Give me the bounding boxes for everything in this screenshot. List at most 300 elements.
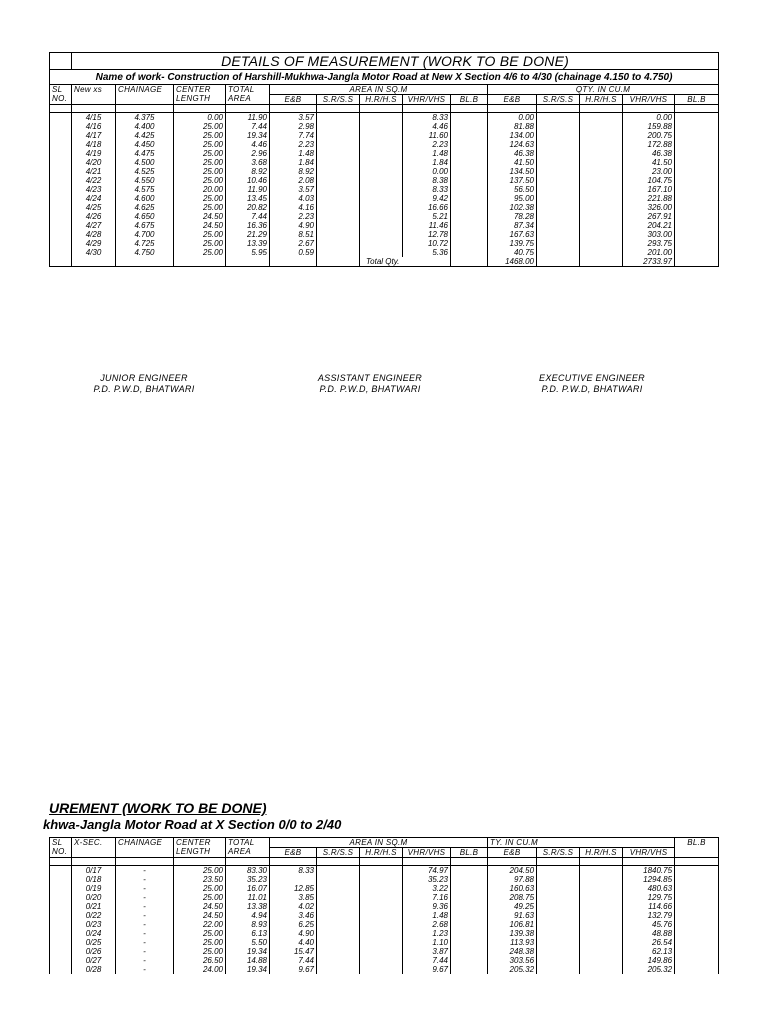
cell-area-blb bbox=[451, 866, 488, 876]
table-row bbox=[50, 947, 719, 956]
cell-qty-blb bbox=[675, 167, 719, 176]
cell-qty-eb: 40.75 bbox=[488, 248, 537, 257]
cell-qty-srs bbox=[537, 176, 580, 185]
cell-qty-hrhs bbox=[580, 158, 623, 167]
cell-total-area: 6.13 bbox=[226, 929, 270, 938]
cell-area-srs bbox=[317, 956, 360, 965]
cell-sl bbox=[50, 149, 72, 158]
cell-qty-vhr: 303.00 bbox=[623, 230, 675, 239]
cell-area-vhr: 1.84 bbox=[403, 158, 451, 167]
table-row bbox=[50, 884, 719, 893]
cell-xs: 4/22 bbox=[72, 176, 116, 185]
col-qty-blb: BL.B bbox=[675, 95, 719, 105]
cell-sl bbox=[50, 248, 72, 257]
col-qty-eb: E&B bbox=[488, 848, 537, 858]
cell-qty-hrhs bbox=[580, 956, 623, 965]
cell-xs: 4/20 bbox=[72, 158, 116, 167]
cell-area-blb bbox=[451, 929, 488, 938]
sheet2-name-of-work: khwa-Jangla Motor Road at X Section 0/0 to 2/40 bbox=[43, 817, 342, 832]
cell-area-blb bbox=[451, 875, 488, 884]
table-row bbox=[50, 230, 719, 239]
cell-qty-srs bbox=[537, 140, 580, 149]
cell-chainage: 4.475 bbox=[116, 149, 174, 158]
cell-qty-vhr: 1840.75 bbox=[623, 866, 675, 876]
cell-qty-srs bbox=[537, 248, 580, 257]
cell-center-length: 25.00 bbox=[174, 230, 226, 239]
cell-total-area: 4.46 bbox=[226, 140, 270, 149]
table-row bbox=[50, 131, 719, 140]
cell-area-eb: 4.02 bbox=[270, 902, 317, 911]
cell-area-eb: 4.03 bbox=[270, 194, 317, 203]
cell-qty-vhr: 204.21 bbox=[623, 221, 675, 230]
cell-area-eb: 4.16 bbox=[270, 203, 317, 212]
qty-group-header: QTY. IN CU.M bbox=[488, 85, 719, 95]
cell-xs: 0/17 bbox=[72, 866, 116, 876]
cell-area-vhr: 11.46 bbox=[403, 221, 451, 230]
cell-qty-blb bbox=[675, 131, 719, 140]
cell-qty-srs bbox=[537, 230, 580, 239]
cell-qty-blb bbox=[675, 875, 719, 884]
signature-assistant-engineer: ASSISTANT ENGINEER P.D. P.W.D, BHATWARI bbox=[317, 373, 423, 394]
table-row bbox=[50, 167, 719, 176]
cell-sl bbox=[50, 893, 72, 902]
cell-chainage: 4.725 bbox=[116, 239, 174, 248]
cell-total-area: 35.23 bbox=[226, 875, 270, 884]
cell-chainage: 4.600 bbox=[116, 194, 174, 203]
cell-area-vhr: 8.38 bbox=[403, 176, 451, 185]
cell-area-blb bbox=[451, 140, 488, 149]
cell-xs: 4/26 bbox=[72, 212, 116, 221]
cell-qty-hrhs bbox=[580, 911, 623, 920]
col-qty-hrhs: H.R/H.S bbox=[580, 848, 623, 858]
cell-sl bbox=[50, 140, 72, 149]
cell-area-srs bbox=[317, 920, 360, 929]
table-row bbox=[50, 965, 719, 974]
cell-chainage: - bbox=[116, 893, 174, 902]
cell-area-hrhs bbox=[360, 965, 403, 974]
cell-area-blb bbox=[451, 248, 488, 257]
cell-qty-blb bbox=[675, 149, 719, 158]
cell-area-srs bbox=[317, 113, 360, 123]
cell-qty-srs bbox=[537, 194, 580, 203]
cell-qty-hrhs bbox=[580, 239, 623, 248]
cell-qty-vhr: 149.86 bbox=[623, 956, 675, 965]
cell-area-srs bbox=[317, 893, 360, 902]
table-row bbox=[50, 239, 719, 248]
cell-qty-vhr: 267.91 bbox=[623, 212, 675, 221]
cell-qty-hrhs bbox=[580, 902, 623, 911]
cell-xs: 4/28 bbox=[72, 230, 116, 239]
cell-qty-vhr: 172.88 bbox=[623, 140, 675, 149]
cell-area-vhr: 74.97 bbox=[403, 866, 451, 876]
cell-qty-srs bbox=[537, 947, 580, 956]
name-of-work: Name of work- Construction of Harshill-Mukhwa-Jangla Motor Road at New X Section 4/6 to 4/30 (chainage 4.150 to 4.750) bbox=[50, 70, 719, 85]
cell-area-blb bbox=[451, 158, 488, 167]
table-row bbox=[50, 140, 719, 149]
col-qty-srs: S.R/S.S bbox=[537, 848, 580, 858]
col-qty-eb: E&B bbox=[488, 95, 537, 105]
table-row bbox=[50, 113, 719, 123]
cell-qty-eb: 87.34 bbox=[488, 221, 537, 230]
cell-area-srs bbox=[317, 122, 360, 131]
cell-qty-eb: 137.50 bbox=[488, 176, 537, 185]
table-row bbox=[50, 902, 719, 911]
cell-center-length: 20.00 bbox=[174, 185, 226, 194]
cell-qty-srs bbox=[537, 884, 580, 893]
col-area-eb: E&B bbox=[270, 848, 317, 858]
cell-xs: 0/27 bbox=[72, 956, 116, 965]
cell-qty-eb: 205.32 bbox=[488, 965, 537, 974]
cell-sl bbox=[50, 194, 72, 203]
cell-xs: 0/28 bbox=[72, 965, 116, 974]
cell-center-length: 24.50 bbox=[174, 911, 226, 920]
col-chainage: CHAINAGE bbox=[116, 838, 174, 858]
cell-qty-blb bbox=[675, 893, 719, 902]
cell-total-area: 83.30 bbox=[226, 866, 270, 876]
cell-qty-vhr: 129.75 bbox=[623, 893, 675, 902]
cell-center-length: 25.00 bbox=[174, 149, 226, 158]
col-sl-no: SL NO. bbox=[50, 838, 72, 858]
cell-area-eb: 15.47 bbox=[270, 947, 317, 956]
cell-qty-srs bbox=[537, 920, 580, 929]
cell-qty-blb bbox=[675, 185, 719, 194]
cell-xs: 4/21 bbox=[72, 167, 116, 176]
cell-total-area: 2.96 bbox=[226, 149, 270, 158]
cell-qty-eb: 134.00 bbox=[488, 131, 537, 140]
cell-qty-srs bbox=[537, 965, 580, 974]
cell-center-length: 25.00 bbox=[174, 239, 226, 248]
cell-area-srs bbox=[317, 149, 360, 158]
cell-sl bbox=[50, 875, 72, 884]
cell-area-vhr: 0.00 bbox=[403, 167, 451, 176]
col-area-srs: S.R/S.S bbox=[317, 848, 360, 858]
cell-qty-srs bbox=[537, 167, 580, 176]
cell-qty-srs bbox=[537, 239, 580, 248]
cell-area-eb: 2.08 bbox=[270, 176, 317, 185]
cell-area-vhr: 2.23 bbox=[403, 140, 451, 149]
cell-area-blb bbox=[451, 212, 488, 221]
cell-sl bbox=[50, 239, 72, 248]
cell-chainage: 4.700 bbox=[116, 230, 174, 239]
cell-total-area: 8.92 bbox=[226, 167, 270, 176]
cell-area-hrhs bbox=[360, 194, 403, 203]
cell-area-vhr: 11.60 bbox=[403, 131, 451, 140]
cell-sl bbox=[50, 221, 72, 230]
cell-qty-blb bbox=[675, 920, 719, 929]
cell-qty-eb: 208.75 bbox=[488, 893, 537, 902]
cell-qty-vhr: 201.00 bbox=[623, 248, 675, 257]
cell-sl bbox=[50, 911, 72, 920]
cell-qty-blb bbox=[675, 929, 719, 938]
col-area-hrhs: H.R/H.S bbox=[360, 848, 403, 858]
cell-xs: 4/25 bbox=[72, 203, 116, 212]
cell-qty-hrhs bbox=[580, 194, 623, 203]
cell-area-blb bbox=[451, 965, 488, 974]
col-xs: New xs bbox=[72, 85, 116, 105]
table-row bbox=[50, 212, 719, 221]
cell-sl bbox=[50, 122, 72, 131]
cell-qty-srs bbox=[537, 203, 580, 212]
cell-area-hrhs bbox=[360, 920, 403, 929]
cell-area-hrhs bbox=[360, 158, 403, 167]
cell-area-blb bbox=[451, 947, 488, 956]
cell-area-eb: 2.23 bbox=[270, 140, 317, 149]
cell-qty-srs bbox=[537, 866, 580, 876]
cell-qty-eb: 106.81 bbox=[488, 920, 537, 929]
cell-center-length: 24.50 bbox=[174, 221, 226, 230]
cell-qty-vhr: 26.54 bbox=[623, 938, 675, 947]
cell-qty-blb bbox=[675, 248, 719, 257]
cell-qty-srs bbox=[537, 131, 580, 140]
col-area-hrhs: H.R/H.S bbox=[360, 95, 403, 105]
cell-total-area: 16.36 bbox=[226, 221, 270, 230]
cell-total-area: 11.01 bbox=[226, 893, 270, 902]
table-row bbox=[50, 122, 719, 131]
cell-qty-blb bbox=[675, 176, 719, 185]
cell-area-blb bbox=[451, 185, 488, 194]
cell-area-vhr: 9.67 bbox=[403, 965, 451, 974]
cell-chainage: - bbox=[116, 911, 174, 920]
cell-total-area: 19.34 bbox=[226, 131, 270, 140]
cell-area-srs bbox=[317, 221, 360, 230]
cell-area-srs bbox=[317, 911, 360, 920]
cell-area-vhr: 10.72 bbox=[403, 239, 451, 248]
cell-total-area: 11.90 bbox=[226, 113, 270, 123]
cell-xs: 0/22 bbox=[72, 911, 116, 920]
cell-area-srs bbox=[317, 929, 360, 938]
sheet-title: DETAILS OF MEASUREMENT (WORK TO BE DONE) bbox=[72, 53, 719, 70]
cell-total-area: 19.34 bbox=[226, 965, 270, 974]
cell-area-eb: 4.40 bbox=[270, 938, 317, 947]
cell-area-srs bbox=[317, 947, 360, 956]
cell-qty-vhr: 159.88 bbox=[623, 122, 675, 131]
cell-area-eb: 3.57 bbox=[270, 185, 317, 194]
col-qty-srs: S.R/S.S bbox=[537, 95, 580, 105]
cell-area-blb bbox=[451, 131, 488, 140]
cell-qty-eb: 41.50 bbox=[488, 158, 537, 167]
cell-total-area: 3.68 bbox=[226, 158, 270, 167]
cell-qty-hrhs bbox=[580, 875, 623, 884]
cell-qty-hrhs bbox=[580, 884, 623, 893]
cell-qty-hrhs bbox=[580, 938, 623, 947]
cell-area-blb bbox=[451, 884, 488, 893]
cell-total-area: 14.88 bbox=[226, 956, 270, 965]
cell-area-hrhs bbox=[360, 929, 403, 938]
cell-area-eb bbox=[270, 875, 317, 884]
cell-qty-hrhs bbox=[580, 167, 623, 176]
cell-area-blb bbox=[451, 221, 488, 230]
cell-chainage: 4.400 bbox=[116, 122, 174, 131]
cell-qty-vhr: 1294.85 bbox=[623, 875, 675, 884]
cell-area-hrhs bbox=[360, 956, 403, 965]
cell-qty-srs bbox=[537, 938, 580, 947]
cell-qty-eb: 102.38 bbox=[488, 203, 537, 212]
cell-center-length: 25.00 bbox=[174, 929, 226, 938]
cell-sl bbox=[50, 131, 72, 140]
cell-qty-hrhs bbox=[580, 113, 623, 123]
table-row bbox=[50, 956, 719, 965]
cell-qty-eb: 134.50 bbox=[488, 167, 537, 176]
cell-area-hrhs bbox=[360, 149, 403, 158]
cell-area-hrhs bbox=[360, 866, 403, 876]
cell-sl bbox=[50, 113, 72, 123]
sheet2-title: UREMENT (WORK TO BE DONE) bbox=[49, 800, 267, 816]
cell-area-srs bbox=[317, 131, 360, 140]
cell-area-blb bbox=[451, 122, 488, 131]
col-area-blb: BL.B bbox=[451, 95, 488, 105]
cell-chainage: 4.425 bbox=[116, 131, 174, 140]
col-area-srs: S.R/S.S bbox=[317, 95, 360, 105]
cell-qty-vhr: 480.63 bbox=[623, 884, 675, 893]
cell-center-length: 23.50 bbox=[174, 875, 226, 884]
cell-qty-vhr: 132.79 bbox=[623, 911, 675, 920]
cell-xs: 4/24 bbox=[72, 194, 116, 203]
cell-area-srs bbox=[317, 248, 360, 257]
cell-qty-eb: 303.56 bbox=[488, 956, 537, 965]
cell-qty-blb bbox=[675, 947, 719, 956]
cell-qty-eb: 49.25 bbox=[488, 902, 537, 911]
cell-center-length: 24.50 bbox=[174, 212, 226, 221]
cell-center-length: 25.00 bbox=[174, 122, 226, 131]
cell-qty-eb: 78.28 bbox=[488, 212, 537, 221]
cell-qty-eb: 139.38 bbox=[488, 929, 537, 938]
cell-qty-hrhs bbox=[580, 212, 623, 221]
cell-area-hrhs bbox=[360, 140, 403, 149]
table-row bbox=[50, 203, 719, 212]
cell-area-blb bbox=[451, 230, 488, 239]
cell-qty-blb bbox=[675, 212, 719, 221]
cell-area-blb bbox=[451, 167, 488, 176]
cell-qty-blb bbox=[675, 122, 719, 131]
cell-xs: 4/16 bbox=[72, 122, 116, 131]
cell-area-srs bbox=[317, 167, 360, 176]
cell-total-area: 8.93 bbox=[226, 920, 270, 929]
cell-qty-eb: 46.38 bbox=[488, 149, 537, 158]
col-center-length: CENTER LENGTH bbox=[174, 85, 226, 105]
cell-area-hrhs bbox=[360, 239, 403, 248]
cell-area-srs bbox=[317, 230, 360, 239]
cell-qty-eb: 160.63 bbox=[488, 884, 537, 893]
cell-qty-hrhs bbox=[580, 893, 623, 902]
cell-chainage: 4.650 bbox=[116, 212, 174, 221]
area-group-header: AREA IN SQ.M bbox=[270, 838, 488, 848]
cell-area-vhr: 5.21 bbox=[403, 212, 451, 221]
cell-area-vhr: 35.23 bbox=[403, 875, 451, 884]
cell-center-length: 25.00 bbox=[174, 884, 226, 893]
cell-area-hrhs bbox=[360, 185, 403, 194]
cell-qty-blb bbox=[675, 902, 719, 911]
cell-xs: 4/15 bbox=[72, 113, 116, 123]
cell-chainage: 4.525 bbox=[116, 167, 174, 176]
qty-group-header: TY. IN CU.M bbox=[488, 838, 675, 848]
table-row bbox=[50, 176, 719, 185]
cell-qty-srs bbox=[537, 929, 580, 938]
col-chainage: CHAINAGE bbox=[116, 85, 174, 105]
cell-area-hrhs bbox=[360, 230, 403, 239]
cell-qty-eb: 97.88 bbox=[488, 875, 537, 884]
cell-chainage: - bbox=[116, 902, 174, 911]
cell-area-eb: 2.67 bbox=[270, 239, 317, 248]
cell-qty-blb bbox=[675, 203, 719, 212]
cell-qty-vhr: 48.88 bbox=[623, 929, 675, 938]
cell-qty-vhr: 200.75 bbox=[623, 131, 675, 140]
table-row bbox=[50, 893, 719, 902]
cell-area-blb bbox=[451, 938, 488, 947]
cell-qty-hrhs bbox=[580, 248, 623, 257]
cell-area-srs bbox=[317, 965, 360, 974]
cell-area-srs bbox=[317, 239, 360, 248]
cell-area-blb bbox=[451, 194, 488, 203]
cell-center-length: 25.00 bbox=[174, 893, 226, 902]
cell-qty-hrhs bbox=[580, 140, 623, 149]
cell-area-vhr: 8.33 bbox=[403, 185, 451, 194]
cell-center-length: 25.00 bbox=[174, 176, 226, 185]
table-row bbox=[50, 929, 719, 938]
cell-total-area: 13.39 bbox=[226, 239, 270, 248]
cell-area-eb: 2.23 bbox=[270, 212, 317, 221]
cell-qty-hrhs bbox=[580, 230, 623, 239]
cell-sl bbox=[50, 920, 72, 929]
cell-qty-hrhs bbox=[580, 176, 623, 185]
cell-chainage: - bbox=[116, 965, 174, 974]
cell-qty-vhr: 167.10 bbox=[623, 185, 675, 194]
cell-qty-hrhs bbox=[580, 929, 623, 938]
signature-junior-engineer: JUNIOR ENGINEER P.D. P.W.D, BHATWARI bbox=[93, 373, 195, 394]
cell-area-srs bbox=[317, 194, 360, 203]
cell-xs: 0/26 bbox=[72, 947, 116, 956]
cell-area-hrhs bbox=[360, 131, 403, 140]
cell-xs: 4/27 bbox=[72, 221, 116, 230]
cell-total-area: 7.44 bbox=[226, 212, 270, 221]
cell-qty-hrhs bbox=[580, 221, 623, 230]
cell-qty-vhr: 23.00 bbox=[623, 167, 675, 176]
table-row bbox=[50, 866, 719, 876]
cell-area-hrhs bbox=[360, 875, 403, 884]
cell-chainage: - bbox=[116, 884, 174, 893]
cell-area-vhr: 1.10 bbox=[403, 938, 451, 947]
cell-qty-srs bbox=[537, 956, 580, 965]
cell-area-blb bbox=[451, 902, 488, 911]
cell-center-length: 25.00 bbox=[174, 158, 226, 167]
cell-qty-hrhs bbox=[580, 149, 623, 158]
col-area-vhr: VHR/VHS bbox=[403, 848, 451, 858]
cell-qty-hrhs bbox=[580, 947, 623, 956]
measurement-table-1 bbox=[49, 52, 719, 267]
cell-qty-hrhs bbox=[580, 866, 623, 876]
cell-qty-srs bbox=[537, 122, 580, 131]
cell-qty-blb bbox=[675, 884, 719, 893]
cell-xs: 4/17 bbox=[72, 131, 116, 140]
cell-xs: 0/18 bbox=[72, 875, 116, 884]
cell-qty-vhr: 221.88 bbox=[623, 194, 675, 203]
total-qty-vhr: 2733.97 bbox=[623, 257, 675, 267]
cell-qty-blb bbox=[675, 866, 719, 876]
col-center-length: CENTER LENGTH bbox=[174, 838, 226, 858]
cell-area-srs bbox=[317, 176, 360, 185]
cell-area-srs bbox=[317, 140, 360, 149]
cell-qty-vhr: 0.00 bbox=[623, 113, 675, 123]
cell-area-eb: 8.92 bbox=[270, 167, 317, 176]
cell-qty-blb bbox=[675, 911, 719, 920]
cell-area-srs bbox=[317, 203, 360, 212]
cell-area-blb bbox=[451, 149, 488, 158]
cell-area-vhr: 3.87 bbox=[403, 947, 451, 956]
cell-qty-hrhs bbox=[580, 122, 623, 131]
col-total-area: TOTAL AREA bbox=[226, 838, 270, 858]
cell-center-length: 26.50 bbox=[174, 956, 226, 965]
cell-center-length: 25.00 bbox=[174, 203, 226, 212]
cell-chainage: 4.500 bbox=[116, 158, 174, 167]
